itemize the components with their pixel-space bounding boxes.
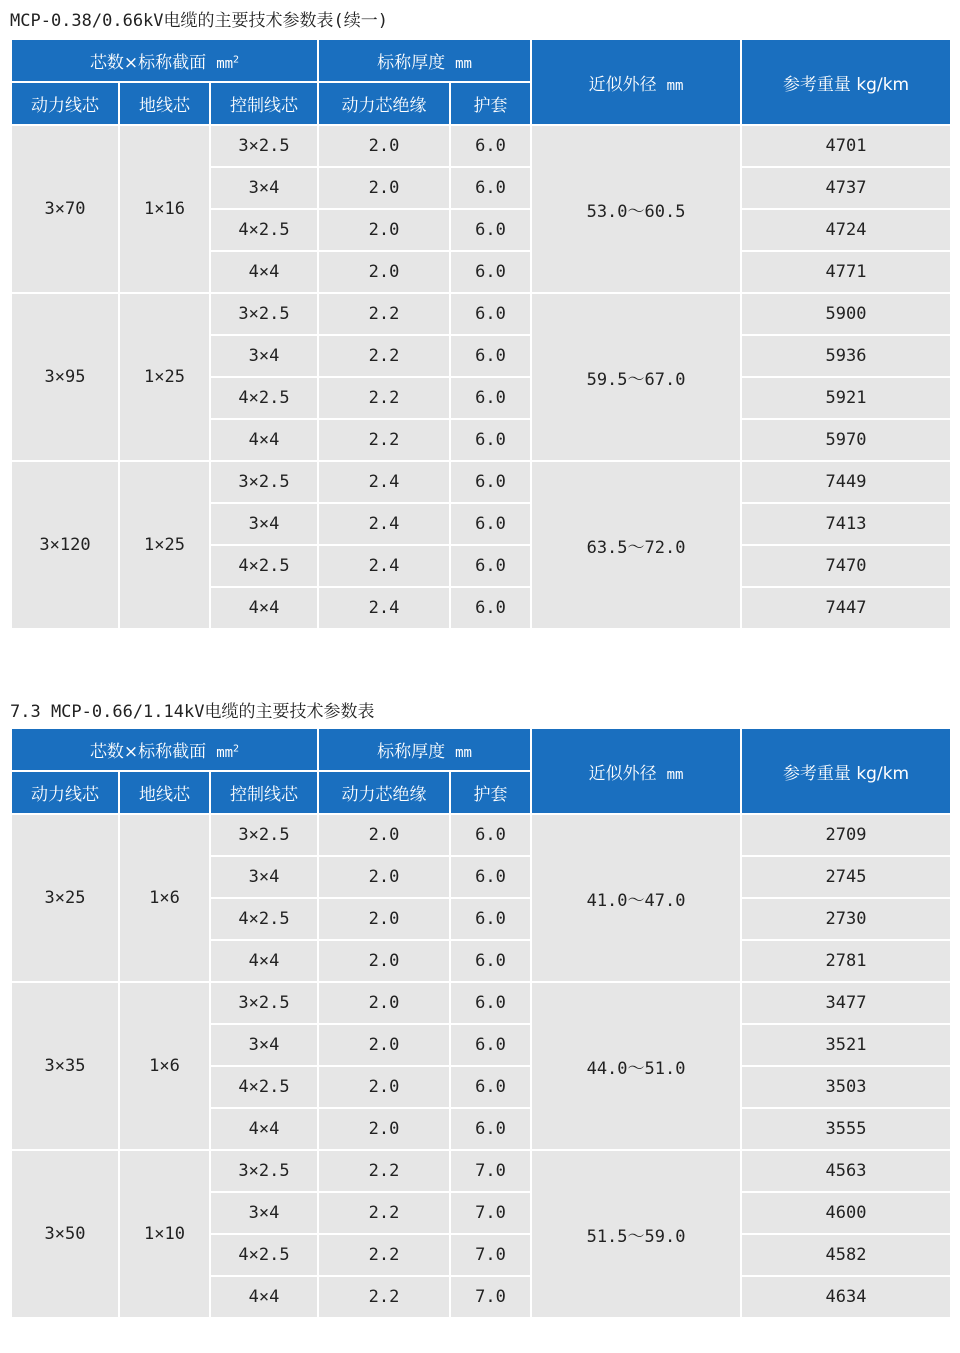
outer-diameter-cell: 59.5～67.0 — [531, 293, 741, 461]
header-unit: mm — [666, 77, 684, 94]
weight-cell: 3503 — [741, 1066, 951, 1108]
weight-cell: 2730 — [741, 898, 951, 940]
insulation-cell: 2.0 — [318, 125, 450, 167]
insulation-cell: 2.4 — [318, 461, 450, 503]
sheath-cell: 6.0 — [450, 940, 531, 982]
weight-cell: 4634 — [741, 1276, 951, 1318]
control-core-cell: 4×2.5 — [210, 898, 318, 940]
sheath-cell: 6.0 — [450, 587, 531, 629]
control-core-cell: 3×4 — [210, 503, 318, 545]
sheath-cell: 7.0 — [450, 1276, 531, 1318]
control-core-cell: 4×4 — [210, 251, 318, 293]
table-row — [11, 814, 951, 856]
header-sheath: 护套 — [450, 82, 531, 125]
header-label: 近似外径 — [588, 74, 657, 95]
control-core-cell: 4×4 — [210, 1108, 318, 1150]
sheath-cell: 6.0 — [450, 503, 531, 545]
weight-cell: 4771 — [741, 251, 951, 293]
sheath-cell: 6.0 — [450, 209, 531, 251]
unit-superscript: 2 — [233, 743, 240, 755]
insulation-cell: 2.2 — [318, 377, 450, 419]
header-outer-diameter — [531, 39, 741, 125]
weight-cell: 4701 — [741, 125, 951, 167]
header-nominal-thickness — [318, 39, 531, 82]
header-label: 标称厚度 — [377, 53, 446, 73]
header-unit — [216, 56, 239, 72]
power-core-cell: 3×35 — [11, 982, 119, 1150]
insulation-cell: 2.2 — [318, 1234, 450, 1276]
insulation-cell: 2.4 — [318, 503, 450, 545]
control-core-cell: 3×2.5 — [210, 982, 318, 1024]
weight-cell: 7449 — [741, 461, 951, 503]
unit-text: mm — [216, 56, 234, 72]
control-core-cell: 4×2.5 — [210, 209, 318, 251]
header-power-core: 动力线芯 — [11, 82, 119, 125]
table-row — [11, 982, 951, 1024]
header-row — [11, 39, 951, 82]
insulation-cell: 2.2 — [318, 1192, 450, 1234]
weight-cell: 2709 — [741, 814, 951, 856]
insulation-cell: 2.0 — [318, 856, 450, 898]
header-control-core: 控制线芯 — [210, 771, 318, 814]
power-core-cell: 3×50 — [11, 1150, 119, 1318]
weight-cell: 4724 — [741, 209, 951, 251]
sheath-cell: 6.0 — [450, 1066, 531, 1108]
insulation-cell: 2.2 — [318, 293, 450, 335]
control-core-cell: 3×4 — [210, 1024, 318, 1066]
sheath-cell: 6.0 — [450, 335, 531, 377]
weight-cell: 5921 — [741, 377, 951, 419]
sheath-cell: 6.0 — [450, 856, 531, 898]
header-unit: mm — [455, 745, 472, 761]
header-unit: mm — [455, 56, 472, 72]
weight-cell: 5900 — [741, 293, 951, 335]
weight-cell: 7470 — [741, 545, 951, 587]
control-core-cell: 3×4 — [210, 167, 318, 209]
sheath-cell: 6.0 — [450, 545, 531, 587]
insulation-cell: 2.0 — [318, 940, 450, 982]
insulation-cell: 2.2 — [318, 419, 450, 461]
outer-diameter-cell: 63.5～72.0 — [531, 461, 741, 629]
header-power-core: 动力线芯 — [11, 771, 119, 814]
insulation-cell: 2.0 — [318, 898, 450, 940]
header-unit: mm — [666, 766, 684, 783]
sheath-cell: 6.0 — [450, 982, 531, 1024]
table1-caption: MCP-0.38/0.66kV电缆的主要技术参数表(续一) — [10, 11, 388, 31]
control-core-cell: 3×2.5 — [210, 461, 318, 503]
unit-superscript: 2 — [233, 54, 240, 66]
insulation-cell: 2.0 — [318, 1066, 450, 1108]
header-label: 芯数×标称截面 — [89, 53, 207, 73]
header-reference-weight: 参考重量 kg/km — [741, 39, 951, 125]
table-row — [11, 461, 951, 503]
table-row — [11, 1150, 951, 1192]
control-core-cell: 4×2.5 — [210, 377, 318, 419]
ground-core-cell: 1×16 — [119, 125, 210, 293]
sheath-cell: 6.0 — [450, 461, 531, 503]
spec-table-2 — [10, 727, 952, 1319]
spec-table-1 — [10, 38, 952, 630]
control-core-cell: 3×2.5 — [210, 125, 318, 167]
power-core-cell: 3×95 — [11, 293, 119, 461]
control-core-cell: 4×2.5 — [210, 1066, 318, 1108]
header-cores-section — [11, 728, 318, 771]
weight-cell: 7413 — [741, 503, 951, 545]
weight-cell: 5970 — [741, 419, 951, 461]
outer-diameter-cell: 53.0～60.5 — [531, 125, 741, 293]
header-ground-core: 地线芯 — [119, 771, 210, 814]
header-insulation: 动力芯绝缘 — [318, 82, 450, 125]
weight-cell: 5936 — [741, 335, 951, 377]
ground-core-cell: 1×25 — [119, 461, 210, 629]
header-label: 芯数×标称截面 — [89, 742, 207, 762]
control-core-cell: 3×2.5 — [210, 1150, 318, 1192]
ground-core-cell: 1×25 — [119, 293, 210, 461]
table-row — [11, 293, 951, 335]
weight-cell: 4737 — [741, 167, 951, 209]
insulation-cell: 2.0 — [318, 814, 450, 856]
control-core-cell: 4×4 — [210, 587, 318, 629]
control-core-cell: 3×4 — [210, 1192, 318, 1234]
sheath-cell: 6.0 — [450, 1108, 531, 1150]
insulation-cell: 2.2 — [318, 335, 450, 377]
weight-cell: 3521 — [741, 1024, 951, 1066]
sheath-cell: 6.0 — [450, 167, 531, 209]
weight-cell: 4582 — [741, 1234, 951, 1276]
control-core-cell: 3×4 — [210, 856, 318, 898]
insulation-cell: 2.4 — [318, 545, 450, 587]
sheath-cell: 6.0 — [450, 898, 531, 940]
header-control-core: 控制线芯 — [210, 82, 318, 125]
header-row — [11, 728, 951, 771]
insulation-cell: 2.0 — [318, 982, 450, 1024]
sheath-cell: 6.0 — [450, 293, 531, 335]
insulation-cell: 2.0 — [318, 1024, 450, 1066]
weight-cell: 2745 — [741, 856, 951, 898]
insulation-cell: 2.0 — [318, 167, 450, 209]
power-core-cell: 3×25 — [11, 814, 119, 982]
header-ground-core: 地线芯 — [119, 82, 210, 125]
sheath-cell: 6.0 — [450, 419, 531, 461]
header-cores-section — [11, 39, 318, 82]
ground-core-cell: 1×10 — [119, 1150, 210, 1318]
control-core-cell: 4×2.5 — [210, 1234, 318, 1276]
outer-diameter-cell: 44.0～51.0 — [531, 982, 741, 1150]
weight-cell: 3477 — [741, 982, 951, 1024]
sheath-cell: 6.0 — [450, 377, 531, 419]
table-row — [11, 125, 951, 167]
insulation-cell: 2.0 — [318, 209, 450, 251]
control-core-cell: 3×2.5 — [210, 814, 318, 856]
weight-cell: 4600 — [741, 1192, 951, 1234]
header-label: 标称厚度 — [377, 742, 446, 762]
control-core-cell: 3×2.5 — [210, 293, 318, 335]
insulation-cell: 2.2 — [318, 1276, 450, 1318]
control-core-cell: 4×4 — [210, 940, 318, 982]
weight-cell: 4563 — [741, 1150, 951, 1192]
insulation-cell: 2.0 — [318, 251, 450, 293]
control-core-cell: 4×2.5 — [210, 545, 318, 587]
weight-cell: 7447 — [741, 587, 951, 629]
control-core-cell: 3×4 — [210, 335, 318, 377]
ground-core-cell: 1×6 — [119, 982, 210, 1150]
power-core-cell: 3×120 — [11, 461, 119, 629]
control-core-cell: 4×4 — [210, 1276, 318, 1318]
ground-core-cell: 1×6 — [119, 814, 210, 982]
sheath-cell: 7.0 — [450, 1234, 531, 1276]
weight-cell: 2781 — [741, 940, 951, 982]
header-nominal-thickness — [318, 728, 531, 771]
outer-diameter-cell: 41.0～47.0 — [531, 814, 741, 982]
header-label: 近似外径 — [588, 763, 657, 784]
sheath-cell: 6.0 — [450, 125, 531, 167]
header-reference-weight: 参考重量 kg/km — [741, 728, 951, 814]
insulation-cell: 2.4 — [318, 587, 450, 629]
sheath-cell: 7.0 — [450, 1192, 531, 1234]
header-unit — [216, 745, 239, 761]
insulation-cell: 2.0 — [318, 1108, 450, 1150]
header-outer-diameter — [531, 728, 741, 814]
sheath-cell: 6.0 — [450, 1024, 531, 1066]
sheath-cell: 6.0 — [450, 251, 531, 293]
sheath-cell: 7.0 — [450, 1150, 531, 1192]
sheath-cell: 6.0 — [450, 814, 531, 856]
weight-cell: 3555 — [741, 1108, 951, 1150]
power-core-cell: 3×70 — [11, 125, 119, 293]
insulation-cell: 2.2 — [318, 1150, 450, 1192]
outer-diameter-cell: 51.5～59.0 — [531, 1150, 741, 1318]
unit-text: mm — [216, 745, 234, 761]
header-sheath: 护套 — [450, 771, 531, 814]
control-core-cell: 4×4 — [210, 419, 318, 461]
table2-caption: 7.3 MCP-0.66/1.14kV电缆的主要技术参数表 — [10, 702, 375, 722]
header-insulation: 动力芯绝缘 — [318, 771, 450, 814]
